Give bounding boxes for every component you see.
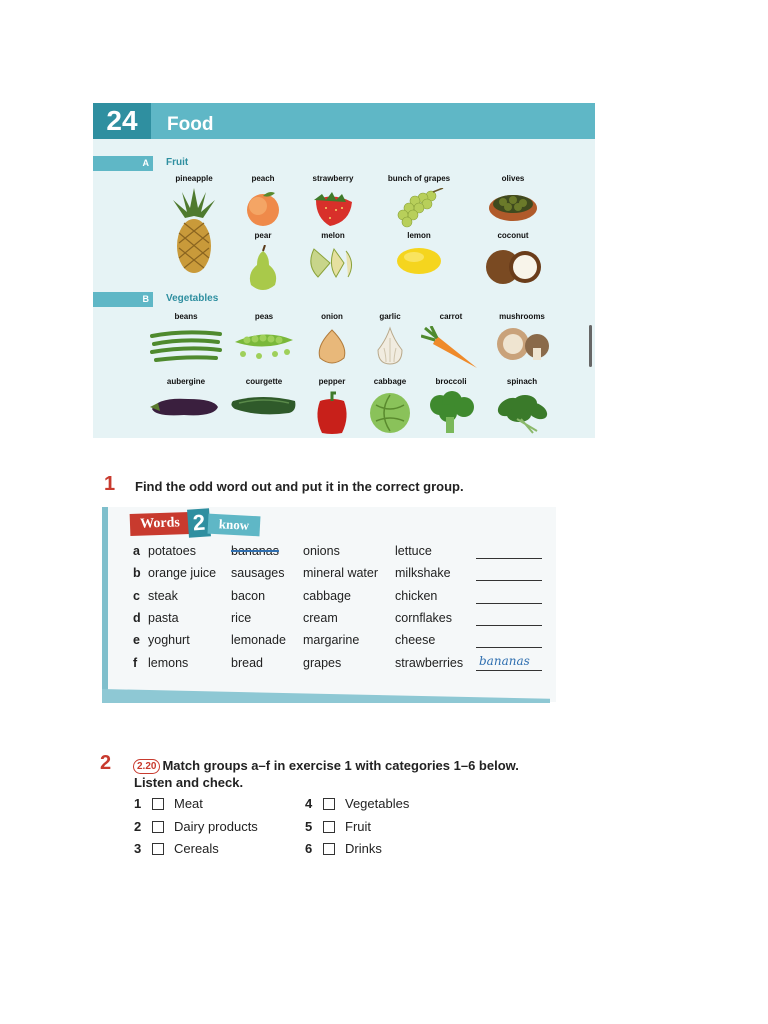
exercise-2-instruction-line1: Match groups a–f in exercise 1 with categories 1–6 below. bbox=[162, 758, 519, 773]
row-letter: c bbox=[133, 589, 140, 603]
category-label: Fruit bbox=[345, 819, 371, 834]
word-option: sausages bbox=[231, 566, 285, 580]
beans-icon bbox=[148, 326, 224, 366]
unit-header bbox=[93, 103, 595, 139]
word-option: cream bbox=[303, 611, 338, 625]
food-label: mushrooms bbox=[499, 312, 545, 321]
lemon-icon bbox=[394, 245, 444, 277]
word-option: bread bbox=[231, 656, 263, 670]
word-option: lettuce bbox=[395, 544, 432, 558]
exercise-2-instruction bbox=[133, 758, 519, 774]
food-label: carrot bbox=[439, 312, 463, 321]
answer-blank[interactable] bbox=[476, 611, 542, 626]
category-checkbox[interactable] bbox=[152, 821, 164, 833]
food-item-olives bbox=[473, 174, 553, 224]
food-label: coconut bbox=[497, 231, 529, 240]
section-b-tab: B bbox=[93, 292, 153, 307]
food-label: pear bbox=[254, 231, 272, 240]
pineapple-icon bbox=[169, 188, 219, 274]
audio-track-badge[interactable]: 2.20 bbox=[133, 759, 160, 774]
food-label: spinach bbox=[506, 377, 538, 386]
food-item-beans bbox=[146, 312, 226, 366]
courgette-icon bbox=[229, 391, 299, 419]
section-vegetables-title: Vegetables bbox=[166, 293, 219, 304]
exercise-1 bbox=[96, 465, 556, 710]
category-number: 4 bbox=[305, 796, 313, 811]
category-label: Cereals bbox=[174, 841, 219, 856]
answer-blank[interactable] bbox=[476, 589, 542, 604]
badge-two: 2 bbox=[187, 508, 211, 537]
pear-icon bbox=[243, 245, 283, 293]
category-number: 5 bbox=[305, 819, 313, 834]
garlic-icon bbox=[372, 326, 408, 366]
word-option: cabbage bbox=[303, 589, 351, 603]
category-number: 2 bbox=[134, 819, 142, 834]
exercise-1-number: 1 bbox=[104, 473, 116, 495]
peas-icon bbox=[231, 326, 297, 362]
food-item-mushrooms bbox=[482, 312, 562, 362]
unit-title: Food bbox=[167, 114, 214, 135]
food-label: courgette bbox=[245, 377, 283, 386]
strawberry-icon bbox=[308, 188, 358, 228]
food-item-carrot bbox=[411, 312, 491, 370]
row-letter: a bbox=[133, 544, 140, 558]
word-option: milkshake bbox=[395, 566, 451, 580]
food-item-lemon bbox=[379, 231, 459, 277]
cabbage-icon bbox=[368, 391, 412, 435]
answer-blank[interactable] bbox=[476, 633, 542, 648]
food-label: broccoli bbox=[435, 377, 467, 386]
onion-icon bbox=[312, 326, 352, 366]
word-option: potatoes bbox=[148, 544, 196, 558]
word-option: mineral water bbox=[303, 566, 379, 580]
food-item-strawberry bbox=[293, 174, 373, 228]
row-letter: f bbox=[133, 656, 138, 670]
category-label: Vegetables bbox=[345, 796, 410, 811]
word-option: chicken bbox=[395, 589, 438, 603]
spinach-icon bbox=[493, 391, 551, 435]
unit-number: 24 bbox=[93, 103, 151, 139]
food-label: melon bbox=[321, 231, 345, 240]
word-option: strawberries bbox=[395, 656, 464, 670]
olives-icon bbox=[487, 188, 539, 224]
food-item-peach bbox=[223, 174, 303, 228]
food-label: cabbage bbox=[373, 377, 407, 386]
category-checkbox[interactable] bbox=[152, 798, 164, 810]
word-option: lemons bbox=[148, 656, 189, 670]
exercise-2-instruction-line2: Listen and check. bbox=[134, 775, 244, 790]
food-label: pepper bbox=[318, 377, 346, 386]
row-letter: e bbox=[133, 633, 140, 647]
category-label: Meat bbox=[174, 796, 203, 811]
food-item-coconut bbox=[473, 231, 553, 285]
exercise-1-instruction: Find the odd word out and put it in the correct group. bbox=[135, 479, 464, 494]
word-option: lemonade bbox=[231, 633, 286, 647]
food-label: aubergine bbox=[166, 377, 206, 386]
grapes-icon bbox=[391, 188, 447, 228]
category-checkbox[interactable] bbox=[323, 798, 335, 810]
section-fruit-title: Fruit bbox=[166, 157, 189, 168]
mushrooms-icon bbox=[493, 326, 551, 362]
word-option: grapes bbox=[303, 656, 342, 670]
exercise-1-box bbox=[102, 507, 556, 702]
word-option: steak bbox=[148, 589, 178, 603]
exercise-2-number: 2 bbox=[100, 752, 112, 774]
melon-icon bbox=[308, 245, 358, 281]
word-option: yoghurt bbox=[148, 633, 190, 647]
category-checkbox[interactable] bbox=[152, 843, 164, 855]
broccoli-icon bbox=[426, 391, 476, 435]
food-item-broccoli bbox=[411, 377, 491, 435]
handwritten-answer: bananas bbox=[479, 654, 530, 668]
category-number: 6 bbox=[305, 841, 313, 856]
category-number: 1 bbox=[134, 796, 142, 811]
section-a-tab: A bbox=[93, 156, 153, 171]
row-letter: d bbox=[133, 611, 141, 625]
pepper-icon bbox=[312, 391, 352, 435]
word-option: bacon bbox=[231, 589, 266, 603]
exercise-2 bbox=[100, 752, 560, 864]
badge-words: Words bbox=[130, 512, 191, 536]
aubergine-icon bbox=[148, 391, 224, 421]
word-option: onions bbox=[303, 544, 340, 558]
word-option: rice bbox=[231, 611, 252, 625]
word-option: cheese bbox=[395, 633, 436, 647]
food-label: strawberry bbox=[312, 174, 354, 183]
panel-scrollbar[interactable] bbox=[589, 325, 592, 367]
category-checkbox[interactable] bbox=[323, 843, 335, 855]
category-label: Drinks bbox=[345, 841, 382, 856]
food-vocabulary-panel bbox=[93, 103, 595, 438]
food-item-spinach bbox=[482, 377, 562, 435]
badge-know: know bbox=[208, 514, 261, 537]
food-label: onion bbox=[321, 312, 343, 321]
food-label: pineapple bbox=[175, 174, 213, 183]
coconut-icon bbox=[481, 245, 545, 285]
category-checkbox[interactable] bbox=[323, 821, 335, 833]
food-label: peach bbox=[251, 174, 275, 183]
food-label: lemon bbox=[407, 231, 431, 240]
food-label: peas bbox=[254, 312, 274, 321]
food-item-aubergine bbox=[146, 377, 226, 421]
word-option: orange juice bbox=[148, 566, 217, 580]
food-label: olives bbox=[501, 174, 525, 183]
peach-icon bbox=[243, 188, 283, 228]
carrot-icon bbox=[421, 326, 481, 370]
food-item-pear bbox=[223, 231, 303, 293]
food-item-pineapple bbox=[154, 174, 234, 274]
food-label: bunch of grapes bbox=[387, 174, 451, 183]
food-item-grapes bbox=[379, 174, 459, 228]
answer-blank[interactable] bbox=[476, 544, 542, 559]
answer-blank[interactable] bbox=[476, 566, 542, 581]
food-label: garlic bbox=[379, 312, 401, 321]
food-item-melon bbox=[293, 231, 373, 281]
word-option: pasta bbox=[148, 611, 179, 625]
food-label: beans bbox=[174, 312, 198, 321]
category-label: Dairy products bbox=[174, 819, 258, 834]
word-option: cornflakes bbox=[395, 611, 452, 625]
row-letter: b bbox=[133, 566, 141, 580]
struck-word: bananas bbox=[231, 544, 279, 558]
category-number: 3 bbox=[134, 841, 142, 856]
word-option: margarine bbox=[303, 633, 360, 647]
